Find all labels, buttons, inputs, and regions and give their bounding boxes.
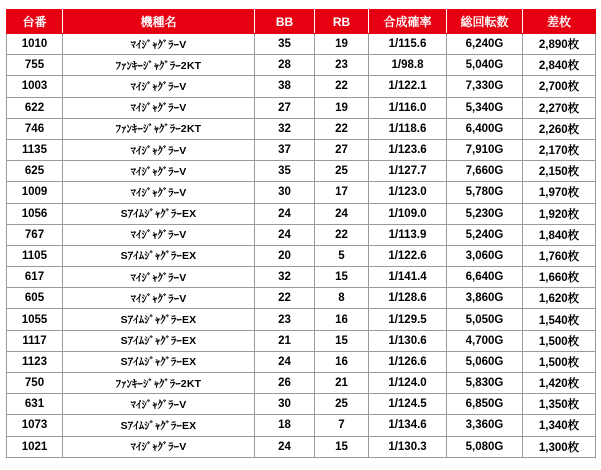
cell-bb: 24 — [255, 351, 315, 372]
cell-rb: 19 — [315, 97, 369, 118]
cell-sokaiten: 3,060G — [447, 245, 523, 266]
cell-samai: 2,840枚 — [523, 55, 596, 76]
cell-dai: 1021 — [7, 436, 63, 457]
cell-kisyu: ﾏｲｼﾞｬｸﾞﾗｰV — [63, 288, 255, 309]
cell-kisyu: ﾏｲｼﾞｬｸﾞﾗｰV — [63, 76, 255, 97]
cell-gousei: 1/134.6 — [369, 415, 447, 436]
cell-sokaiten: 5,230G — [447, 203, 523, 224]
table-row — [7, 76, 596, 97]
cell-samai: 1,920枚 — [523, 203, 596, 224]
table-row — [7, 161, 596, 182]
cell-bb: 22 — [255, 288, 315, 309]
cell-samai: 1,840枚 — [523, 224, 596, 245]
cell-kisyu: SｱｲﾑｼﾞｬｸﾞﾗｰEX — [63, 245, 255, 266]
cell-rb: 7 — [315, 415, 369, 436]
cell-dai: 750 — [7, 373, 63, 394]
slot-results-table — [6, 9, 596, 458]
header-sokaiten: 総回転数 — [447, 10, 523, 34]
table-row — [7, 288, 596, 309]
table-row — [7, 182, 596, 203]
results-table-container — [6, 9, 595, 458]
cell-sokaiten: 7,330G — [447, 76, 523, 97]
cell-gousei: 1/122.6 — [369, 245, 447, 266]
header-gousei: 合成確率 — [369, 10, 447, 34]
cell-dai: 1009 — [7, 182, 63, 203]
cell-dai: 605 — [7, 288, 63, 309]
cell-bb: 20 — [255, 245, 315, 266]
cell-sokaiten: 6,240G — [447, 34, 523, 55]
cell-bb: 30 — [255, 182, 315, 203]
cell-gousei: 1/126.6 — [369, 351, 447, 372]
cell-sokaiten: 5,830G — [447, 373, 523, 394]
cell-kisyu: ﾏｲｼﾞｬｸﾞﾗｰV — [63, 224, 255, 245]
cell-rb: 16 — [315, 309, 369, 330]
cell-bb: 30 — [255, 394, 315, 415]
cell-samai: 1,540枚 — [523, 309, 596, 330]
cell-rb: 27 — [315, 139, 369, 160]
cell-sokaiten: 6,400G — [447, 118, 523, 139]
cell-rb: 17 — [315, 182, 369, 203]
cell-bb: 24 — [255, 224, 315, 245]
cell-kisyu: ﾏｲｼﾞｬｸﾞﾗｰV — [63, 97, 255, 118]
cell-rb: 23 — [315, 55, 369, 76]
cell-sokaiten: 5,780G — [447, 182, 523, 203]
cell-sokaiten: 5,040G — [447, 55, 523, 76]
cell-samai: 1,970枚 — [523, 182, 596, 203]
cell-sokaiten: 4,700G — [447, 330, 523, 351]
cell-kisyu: ﾏｲｼﾞｬｸﾞﾗｰV — [63, 394, 255, 415]
cell-sokaiten: 5,060G — [447, 351, 523, 372]
header-dai: 台番 — [7, 10, 63, 34]
cell-bb: 23 — [255, 309, 315, 330]
cell-rb: 8 — [315, 288, 369, 309]
cell-dai: 1123 — [7, 351, 63, 372]
cell-rb: 15 — [315, 267, 369, 288]
cell-sokaiten: 6,640G — [447, 267, 523, 288]
cell-kisyu: ﾏｲｼﾞｬｸﾞﾗｰV — [63, 182, 255, 203]
cell-kisyu: ﾏｲｼﾞｬｸﾞﾗｰV — [63, 139, 255, 160]
cell-samai: 1,620枚 — [523, 288, 596, 309]
cell-samai: 1,300枚 — [523, 436, 596, 457]
cell-samai: 1,420枚 — [523, 373, 596, 394]
cell-rb: 22 — [315, 118, 369, 139]
table-row — [7, 55, 596, 76]
cell-bb: 38 — [255, 76, 315, 97]
cell-sokaiten: 5,340G — [447, 97, 523, 118]
table-row — [7, 267, 596, 288]
cell-dai: 617 — [7, 267, 63, 288]
cell-sokaiten: 3,360G — [447, 415, 523, 436]
cell-rb: 15 — [315, 436, 369, 457]
table-row — [7, 373, 596, 394]
header-samai: 差枚 — [523, 10, 596, 34]
cell-samai: 2,150枚 — [523, 161, 596, 182]
cell-dai: 1117 — [7, 330, 63, 351]
cell-kisyu: SｱｲﾑｼﾞｬｸﾞﾗｰEX — [63, 415, 255, 436]
cell-rb: 16 — [315, 351, 369, 372]
cell-kisyu: ﾏｲｼﾞｬｸﾞﾗｰV — [63, 34, 255, 55]
table-row — [7, 351, 596, 372]
cell-bb: 21 — [255, 330, 315, 351]
cell-dai: 625 — [7, 161, 63, 182]
cell-gousei: 1/130.3 — [369, 436, 447, 457]
cell-sokaiten: 3,860G — [447, 288, 523, 309]
table-row — [7, 34, 596, 55]
cell-dai: 1105 — [7, 245, 63, 266]
header-row — [7, 10, 596, 34]
cell-sokaiten: 7,910G — [447, 139, 523, 160]
cell-bb: 35 — [255, 34, 315, 55]
cell-gousei: 1/128.6 — [369, 288, 447, 309]
cell-dai: 622 — [7, 97, 63, 118]
cell-kisyu: ﾌｧﾝｷｰｼﾞｬｸﾞﾗｰ2KT — [63, 55, 255, 76]
cell-samai: 1,500枚 — [523, 330, 596, 351]
cell-gousei: 1/129.5 — [369, 309, 447, 330]
cell-sokaiten: 5,080G — [447, 436, 523, 457]
cell-gousei: 1/124.5 — [369, 394, 447, 415]
cell-samai: 2,260枚 — [523, 118, 596, 139]
cell-dai: 767 — [7, 224, 63, 245]
cell-dai: 1055 — [7, 309, 63, 330]
cell-samai: 1,350枚 — [523, 394, 596, 415]
header-bb: BB — [255, 10, 315, 34]
cell-rb: 25 — [315, 161, 369, 182]
cell-bb: 24 — [255, 203, 315, 224]
cell-samai: 2,700枚 — [523, 76, 596, 97]
cell-samai: 1,760枚 — [523, 245, 596, 266]
cell-kisyu: SｱｲﾑｼﾞｬｸﾞﾗｰEX — [63, 203, 255, 224]
cell-gousei: 1/98.8 — [369, 55, 447, 76]
cell-gousei: 1/123.0 — [369, 182, 447, 203]
cell-sokaiten: 7,660G — [447, 161, 523, 182]
table-row — [7, 97, 596, 118]
table-row — [7, 436, 596, 457]
cell-gousei: 1/118.6 — [369, 118, 447, 139]
cell-samai: 1,500枚 — [523, 351, 596, 372]
cell-gousei: 1/115.6 — [369, 34, 447, 55]
cell-dai: 1073 — [7, 415, 63, 436]
table-row — [7, 394, 596, 415]
cell-kisyu: ﾌｧﾝｷｰｼﾞｬｸﾞﾗｰ2KT — [63, 118, 255, 139]
cell-bb: 18 — [255, 415, 315, 436]
cell-rb: 5 — [315, 245, 369, 266]
cell-dai: 746 — [7, 118, 63, 139]
cell-gousei: 1/122.1 — [369, 76, 447, 97]
cell-gousei: 1/127.7 — [369, 161, 447, 182]
cell-dai: 1003 — [7, 76, 63, 97]
table-row — [7, 139, 596, 160]
cell-bb: 32 — [255, 118, 315, 139]
cell-dai: 755 — [7, 55, 63, 76]
cell-sokaiten: 5,050G — [447, 309, 523, 330]
cell-samai: 1,340枚 — [523, 415, 596, 436]
table-row — [7, 330, 596, 351]
cell-samai: 2,270枚 — [523, 97, 596, 118]
cell-bb: 32 — [255, 267, 315, 288]
cell-kisyu: SｱｲﾑｼﾞｬｸﾞﾗｰEX — [63, 351, 255, 372]
cell-bb: 37 — [255, 139, 315, 160]
header-rb: RB — [315, 10, 369, 34]
cell-dai: 1056 — [7, 203, 63, 224]
table-row — [7, 224, 596, 245]
table-row — [7, 245, 596, 266]
cell-bb: 27 — [255, 97, 315, 118]
cell-rb: 19 — [315, 34, 369, 55]
cell-gousei: 1/141.4 — [369, 267, 447, 288]
table-row — [7, 415, 596, 436]
cell-rb: 24 — [315, 203, 369, 224]
table-header — [7, 10, 596, 34]
cell-bb: 28 — [255, 55, 315, 76]
table-row — [7, 309, 596, 330]
cell-dai: 1135 — [7, 139, 63, 160]
table-row — [7, 118, 596, 139]
cell-rb: 15 — [315, 330, 369, 351]
cell-gousei: 1/130.6 — [369, 330, 447, 351]
cell-sokaiten: 5,240G — [447, 224, 523, 245]
cell-dai: 631 — [7, 394, 63, 415]
cell-samai: 2,170枚 — [523, 139, 596, 160]
cell-kisyu: SｱｲﾑｼﾞｬｸﾞﾗｰEX — [63, 309, 255, 330]
cell-kisyu: SｱｲﾑｼﾞｬｸﾞﾗｰEX — [63, 330, 255, 351]
cell-gousei: 1/109.0 — [369, 203, 447, 224]
cell-rb: 22 — [315, 224, 369, 245]
cell-samai: 2,890枚 — [523, 34, 596, 55]
cell-samai: 1,660枚 — [523, 267, 596, 288]
cell-gousei: 1/124.0 — [369, 373, 447, 394]
table-body — [7, 34, 596, 458]
cell-dai: 1010 — [7, 34, 63, 55]
cell-bb: 26 — [255, 373, 315, 394]
cell-kisyu: ﾏｲｼﾞｬｸﾞﾗｰV — [63, 267, 255, 288]
cell-rb: 21 — [315, 373, 369, 394]
cell-sokaiten: 6,850G — [447, 394, 523, 415]
table-row — [7, 203, 596, 224]
cell-bb: 24 — [255, 436, 315, 457]
cell-rb: 22 — [315, 76, 369, 97]
cell-gousei: 1/123.6 — [369, 139, 447, 160]
cell-kisyu: ﾌｧﾝｷｰｼﾞｬｸﾞﾗｰ2KT — [63, 373, 255, 394]
cell-gousei: 1/113.9 — [369, 224, 447, 245]
cell-bb: 35 — [255, 161, 315, 182]
cell-kisyu: ﾏｲｼﾞｬｸﾞﾗｰV — [63, 161, 255, 182]
cell-kisyu: ﾏｲｼﾞｬｸﾞﾗｰV — [63, 436, 255, 457]
header-kisyu: 機種名 — [63, 10, 255, 34]
cell-rb: 25 — [315, 394, 369, 415]
cell-gousei: 1/116.0 — [369, 97, 447, 118]
